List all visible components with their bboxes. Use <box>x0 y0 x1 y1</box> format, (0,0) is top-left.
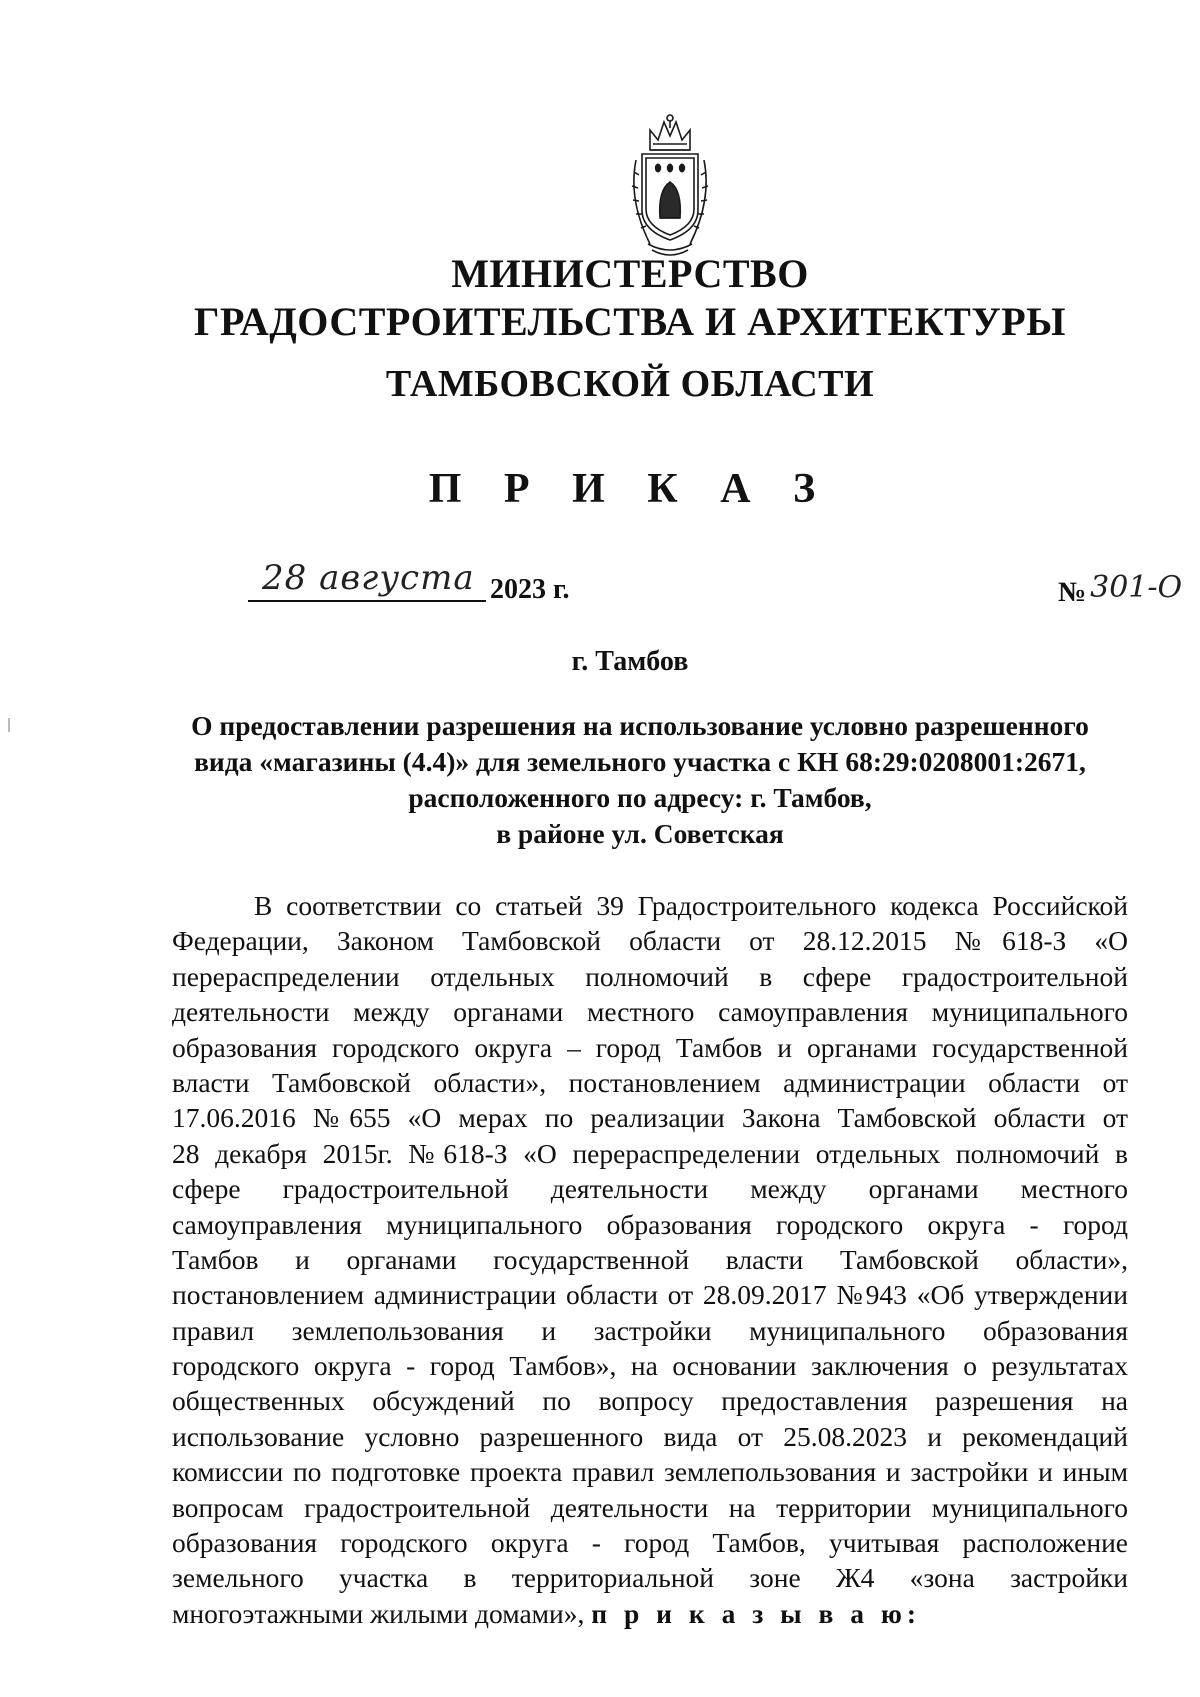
body-line: Федерации, Законом Тамбовской области от 28.12.2015 №618-З «О <box>172 925 1128 957</box>
title-line: вида «магазины (4.4)» для земельного участка с КН 68:29:0208001:2671, <box>194 746 1086 777</box>
handwritten-date: 28 августа <box>262 558 475 598</box>
body-line: сфере градостроительной деятельности между органами местного <box>172 1173 1128 1205</box>
date-year: 2023 г. <box>490 574 570 605</box>
title-line: расположенного по адресу: г. Тамбов, <box>408 782 872 813</box>
handwritten-number: 301-О <box>1090 570 1183 605</box>
body-line: власти Тамбовской области», постановлением администрации области от <box>172 1066 1128 1098</box>
body-line-last <box>172 1596 1128 1631</box>
department-title: ГРАДОСТРОИТЕЛЬСТВА И АРХИТЕКТУРЫ <box>194 299 1066 344</box>
body-line: городского округа - город Тамбов», на основании заключения о результатах <box>172 1350 1128 1382</box>
order-title <box>160 708 1120 852</box>
order-body <box>172 888 1128 1631</box>
body-line: образования городского округа – город Тамбов и органами государственной <box>172 1031 1128 1063</box>
document-type: П Р И К А З <box>428 466 832 512</box>
body-line: 28 декабря 2015г. №618-З «О перераспределении отдельных полномочий в <box>172 1137 1128 1169</box>
body-line: земельного участка в территориальной зоне Ж4 «зона застройки <box>172 1562 1128 1594</box>
date-underline <box>248 600 486 602</box>
number-sign: № <box>1058 577 1087 608</box>
body-line: деятельности между органами местного самоуправления муниципального <box>172 996 1128 1028</box>
tambov-coat-of-arms-icon <box>620 110 720 260</box>
title-line: О предоставлении разрешения на использование условно разрешенного <box>191 710 1089 741</box>
body-line: правил землепользования и застройки муниципального образования <box>172 1314 1128 1346</box>
order-command: п р и к а з ы в а ю: <box>591 1597 922 1629</box>
order-date <box>248 558 570 608</box>
body-line: комиссии по подготовке проекта правил землепользования и застройки и иным <box>172 1456 1128 1488</box>
body-line: 17.06.2016 №655 «О мерах по реализации Закона Тамбовской области от <box>172 1102 1128 1134</box>
city: г. Тамбов <box>571 646 689 677</box>
body-line: самоуправления муниципального образования городского округа - город <box>172 1208 1128 1240</box>
order-number <box>1058 570 1183 609</box>
body-line: общественных обсуждений по вопросу предоставления разрешения на <box>172 1385 1128 1417</box>
body-line: вопросам градостроительной деятельности на территории муниципального <box>172 1491 1128 1523</box>
title-line: в районе ул. Советская <box>496 818 784 849</box>
ministry-title: МИНИСТЕРСТВО <box>451 251 809 296</box>
body-line: перераспределении отдельных полномочий в сфере градостроительной <box>172 960 1128 992</box>
scan-artifact <box>8 718 10 732</box>
region-title: ТАМБОВСКОЙ ОБЛАСТИ <box>385 363 875 405</box>
body-line: использование условно разрешенного вида от 25.08.2023 и рекомендаций <box>172 1420 1128 1452</box>
body-line: образования городского округа - город Тамбов, учитывая расположение <box>172 1527 1128 1559</box>
body-line: постановлением администрации области от 28.09.2017 №943 «Об утверждении <box>172 1279 1128 1311</box>
body-line: Тамбов и органами государственной власти Тамбовской области», <box>172 1243 1128 1275</box>
body-line: В соответствии со статьей 39 Градостроительного кодекса Российской <box>254 890 1128 921</box>
body-last-text: многоэтажными жилыми домами», <box>172 1597 592 1629</box>
